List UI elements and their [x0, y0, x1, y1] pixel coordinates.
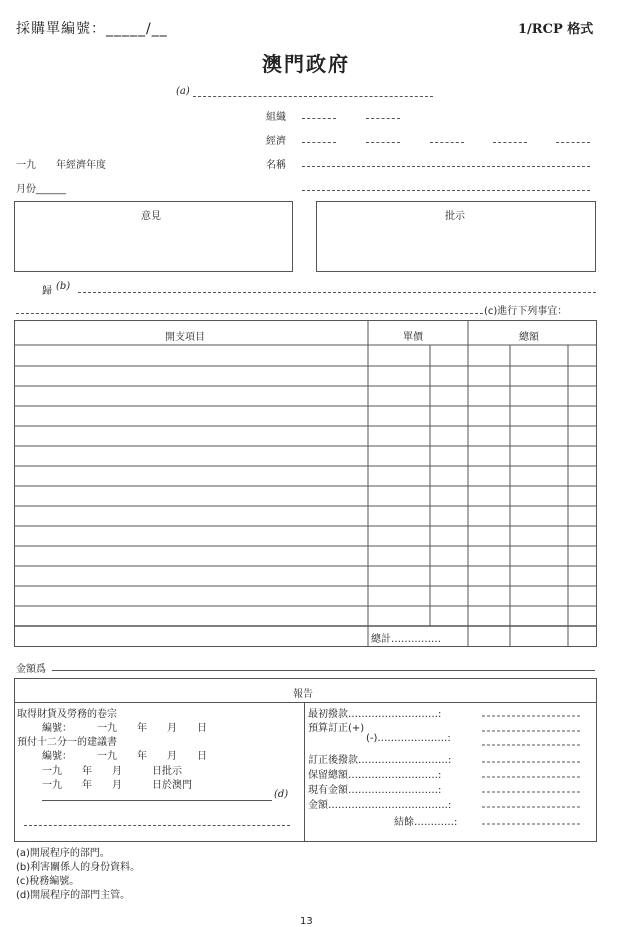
org-field-1[interactable] [302, 118, 336, 119]
report-d-label: (d) [274, 789, 289, 800]
report-title: 報告 [293, 689, 313, 700]
fiscal-year-label: 一九 年經濟年度 [16, 160, 106, 171]
econ-field-2[interactable] [366, 142, 400, 143]
org-field-2[interactable] [366, 118, 400, 119]
report-left-line4: 編號： 一九 年 月 日 [42, 751, 207, 762]
econ-field-4[interactable] [493, 142, 527, 143]
name-field-2[interactable] [302, 190, 590, 191]
report-left-line3: 預付十二分一的建議書 [17, 737, 117, 748]
report-col-divider [304, 702, 305, 842]
amount-label: 金額爲 [16, 664, 46, 675]
approval-label: 批示 [445, 211, 465, 222]
report-left-line5: 一九 年 月 日批示 [42, 766, 182, 777]
form-number-label: 採購單編號：_____/__ [16, 21, 168, 37]
assign-field[interactable] [78, 292, 596, 293]
amount-field[interactable] [52, 670, 595, 671]
report-left-line1: 取得財貨及勞務的卷宗 [17, 709, 117, 720]
note-c: (c)稅務編號。 [16, 876, 80, 887]
report-d-field[interactable] [42, 800, 272, 801]
approval-box[interactable] [316, 201, 596, 272]
expense-table [14, 320, 597, 647]
report-revised-allocation: 訂正後撥款………………………: [308, 755, 452, 766]
report-signature-line[interactable] [24, 825, 290, 826]
report-current-amount: 現有金額………………………: [308, 785, 442, 796]
name-label: 名稱 [266, 160, 286, 171]
report-balance: 結餘…………: [394, 817, 458, 828]
page-number: 13 [300, 916, 313, 927]
note-b: (b)利害關係人的身份資料。 [16, 862, 141, 873]
month-label: 月份______ [16, 184, 66, 195]
report-amount: 金額………………………………: [308, 800, 452, 811]
org-label: 組織 [266, 112, 286, 123]
assign-label: 歸 [42, 286, 52, 297]
note-a: (a)開展程序的部門。 [16, 848, 110, 859]
report-budget-revision-plus: 預算訂正(+) [308, 723, 365, 734]
report-budget-revision-minus: (-)…………………: [366, 733, 451, 744]
report-reserved-total: 保留總額………………………: [308, 770, 442, 781]
col-header-total: 總額 [519, 332, 539, 343]
report-initial-allocation: 最初撥款………………………: [308, 709, 442, 720]
opinion-label: 意見 [141, 211, 161, 222]
opinion-box[interactable] [14, 201, 293, 272]
col-header-item: 開支項目 [165, 332, 205, 343]
econ-field-1[interactable] [302, 142, 336, 143]
page-title: 澳門政府 [262, 52, 350, 76]
note-d: (d)開展程序的部門主管。 [16, 890, 131, 901]
field-a-line[interactable] [193, 96, 433, 97]
total-label: 總計…………… [371, 634, 441, 645]
assign-field-2[interactable] [16, 313, 483, 314]
report-left-line6: 一九 年 月 日於澳門 [42, 780, 192, 791]
name-field[interactable] [302, 166, 590, 167]
col-header-unit-price: 單價 [403, 332, 423, 343]
econ-field-3[interactable] [430, 142, 464, 143]
form-type: 1/RCP 格式 [518, 22, 594, 37]
assign-b: (b) [56, 281, 71, 292]
assign-c-text: (c)進行下列事宜： [484, 306, 568, 317]
report-divider [14, 702, 597, 703]
report-left-line2: 編號： 一九 年 月 日 [42, 723, 207, 734]
econ-label: 經濟 [266, 136, 286, 147]
field-a-label: (a) [176, 86, 190, 97]
econ-field-5[interactable] [556, 142, 590, 143]
